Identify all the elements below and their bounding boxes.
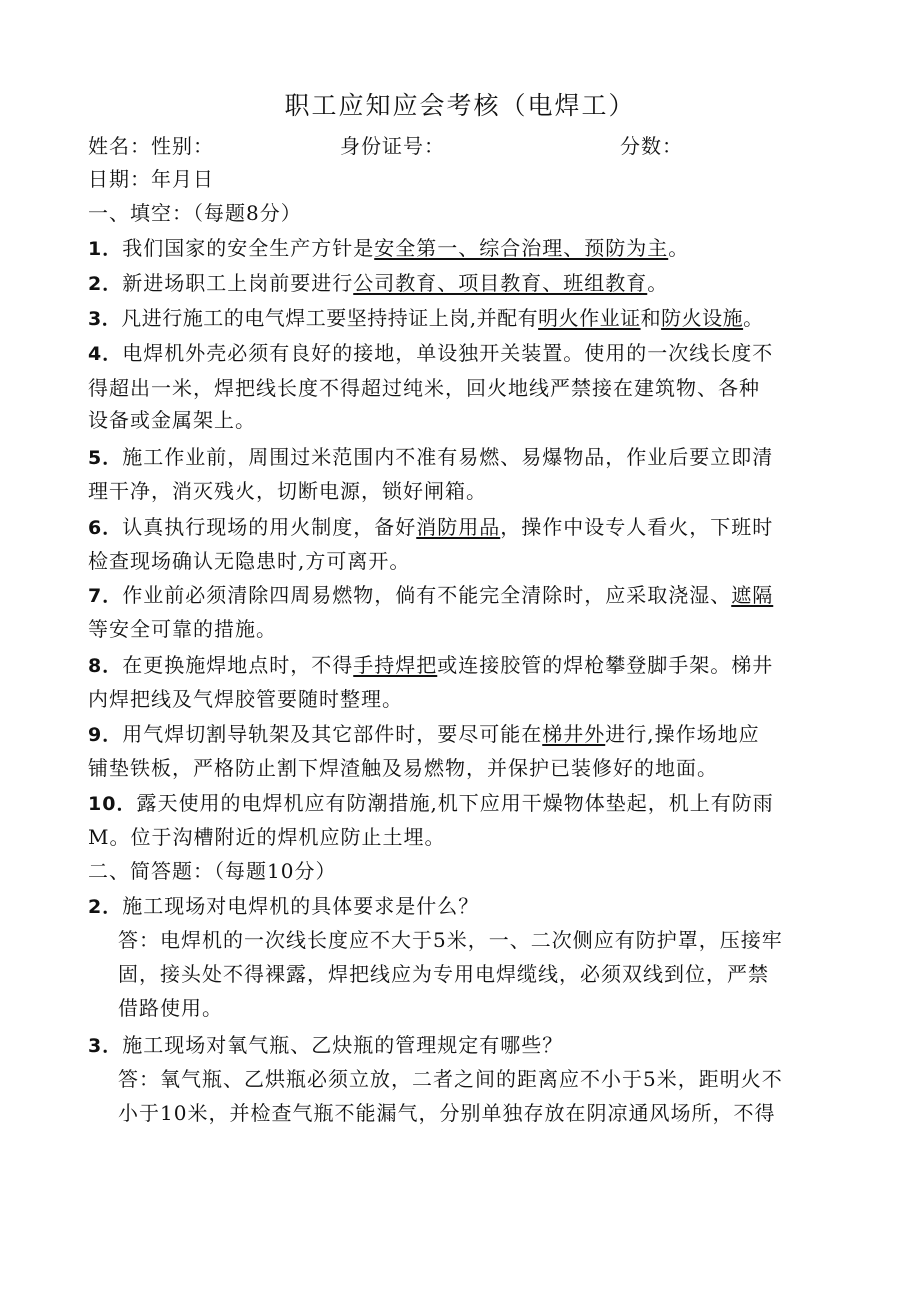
- page-title: 职工应知应会考核（电焊工）: [284, 91, 636, 120]
- question-text: 用气焊切割导轨架及其它部件时，要尽可能在: [122, 722, 543, 746]
- name-gender-label: 姓名：性别：: [88, 134, 214, 158]
- answer-3-line-1: 答：氧气瓶、乙烘瓶必须立放，二者之间的距离应不小于5米，距明火不: [118, 1067, 783, 1091]
- question-2: [88, 267, 668, 296]
- question-6-line-2: 检查现场确认无隐患时,方可离开。: [88, 549, 411, 573]
- question-10-line-2: M。位于沟槽附近的焊机应防止土埋。: [88, 825, 446, 849]
- question-4-line-3: 设备或金属架上。: [88, 408, 256, 432]
- score-label: 分数：: [620, 134, 683, 158]
- answer-underlined: 安全第一、综合治理、预防为主: [374, 236, 669, 260]
- question-text: 在更换施焊地点时，不得: [122, 653, 354, 677]
- answer-underlined: 遮隔: [731, 583, 774, 607]
- question-text: 凡进行施工的电气焊工要坚持持证上岗,并配有: [121, 306, 539, 330]
- question-text: 电焊机外壳必须有良好的接地，单设独开关装置。使用的一次线长度不: [122, 341, 774, 365]
- answer-2-line-1: 答：电焊机的一次线长度应不大于5米，一、二次侧应有防护罩，压接牢: [118, 928, 783, 952]
- question-6: [88, 511, 773, 540]
- question-9: [88, 718, 760, 747]
- question-text: 施工作业前，周围过米范围内不准有易燃、易爆物品，作业后要立即清: [122, 445, 774, 469]
- question-10: [88, 787, 774, 816]
- question-text: 认真执行现场的用火制度，备好: [122, 515, 417, 539]
- answer-3-line-2: 小于10米，并检查气瓶不能漏气，分别单独存放在阴凉通风场所，不得: [118, 1101, 776, 1125]
- question-number: 3．: [88, 308, 122, 330]
- answer-underlined: 防火设施: [661, 306, 744, 330]
- question-text-end: ，操作中设专人看火，下班时: [500, 515, 774, 539]
- answer-underlined: 消防用品: [416, 515, 501, 539]
- answer-2-line-3: 借路使用。: [118, 996, 223, 1020]
- question-text-mid: 和: [640, 306, 662, 330]
- section-1-heading: 一、填空：（每题8分）: [88, 201, 302, 225]
- question-text-end: 或连接胶管的焊枪攀登脚手架。梯井: [437, 653, 774, 677]
- short-answer-3: [88, 1029, 563, 1058]
- question-3: [88, 302, 764, 331]
- question-number: 9．: [88, 724, 123, 746]
- question-text: 施工现场对电焊机的具体要求是什么？: [122, 894, 480, 918]
- question-text-end: 。: [743, 306, 764, 330]
- question-7: [88, 579, 773, 608]
- question-4-line-2: 得超出一米，焊把线长度不得超过纯米，回火地线严禁接在建筑物、各种: [88, 376, 760, 400]
- question-4: [88, 337, 773, 366]
- question-number: 3．: [88, 1035, 123, 1057]
- question-text: 我们国家的安全生产方针是: [122, 236, 375, 260]
- question-number: 2．: [88, 896, 123, 918]
- question-5-line-2: 理干净，消灭残火，切断电源，锁好闸箱。: [88, 479, 487, 503]
- section-2-heading: 二、简答题：（每题10分）: [88, 859, 337, 883]
- question-number: 8．: [88, 655, 123, 677]
- question-text-end: 进行,操作场地应: [605, 722, 760, 746]
- question-number: 4．: [88, 343, 123, 365]
- question-8: [88, 649, 773, 678]
- question-number: 5．: [88, 447, 123, 469]
- question-number: 10．: [88, 793, 137, 815]
- answer-underlined: 明火作业证: [538, 306, 641, 330]
- id-number-label: 身份证号：: [340, 134, 445, 158]
- question-number: 1．: [88, 238, 123, 260]
- answer-underlined: 公司教育、项目教育、班组教育: [353, 271, 648, 295]
- question-number: 6．: [88, 517, 123, 539]
- question-text: 露天使用的电焊机应有防潮措施,机下应用干燥物体垫起，机上有防雨: [136, 791, 774, 815]
- question-text-end: 。: [647, 271, 669, 295]
- question-1: [88, 232, 689, 261]
- answer-underlined: 梯井外: [542, 722, 606, 746]
- question-text-end: 。: [668, 236, 690, 260]
- question-number: 2．: [88, 273, 123, 295]
- answer-underlined: 手持焊把: [353, 653, 438, 677]
- question-text: 作业前必须清除四周易燃物，倘有不能完全清除时，应采取浇湿、: [122, 583, 732, 607]
- question-number: 7．: [88, 585, 123, 607]
- short-answer-2: [88, 890, 479, 919]
- date-label: 日期：年月日: [88, 167, 214, 191]
- question-7-line-2: 等安全可靠的措施。: [88, 617, 277, 641]
- question-9-line-2: 铺垫铁板，严格防止割下焊渣触及易燃物，并保护已装修好的地面。: [88, 756, 718, 780]
- answer-2-line-2: 固，接头处不得裸露，焊把线应为专用电焊缆线，必须双线到位，严禁: [118, 962, 769, 986]
- question-text: 新进场职工上岗前要进行: [122, 271, 354, 295]
- question-text: 施工现场对氧气瓶、乙炔瓶的管理规定有哪些？: [122, 1033, 564, 1057]
- question-5: [88, 441, 773, 470]
- question-8-line-2: 内焊把线及气焊胶管要随时整理。: [88, 687, 403, 711]
